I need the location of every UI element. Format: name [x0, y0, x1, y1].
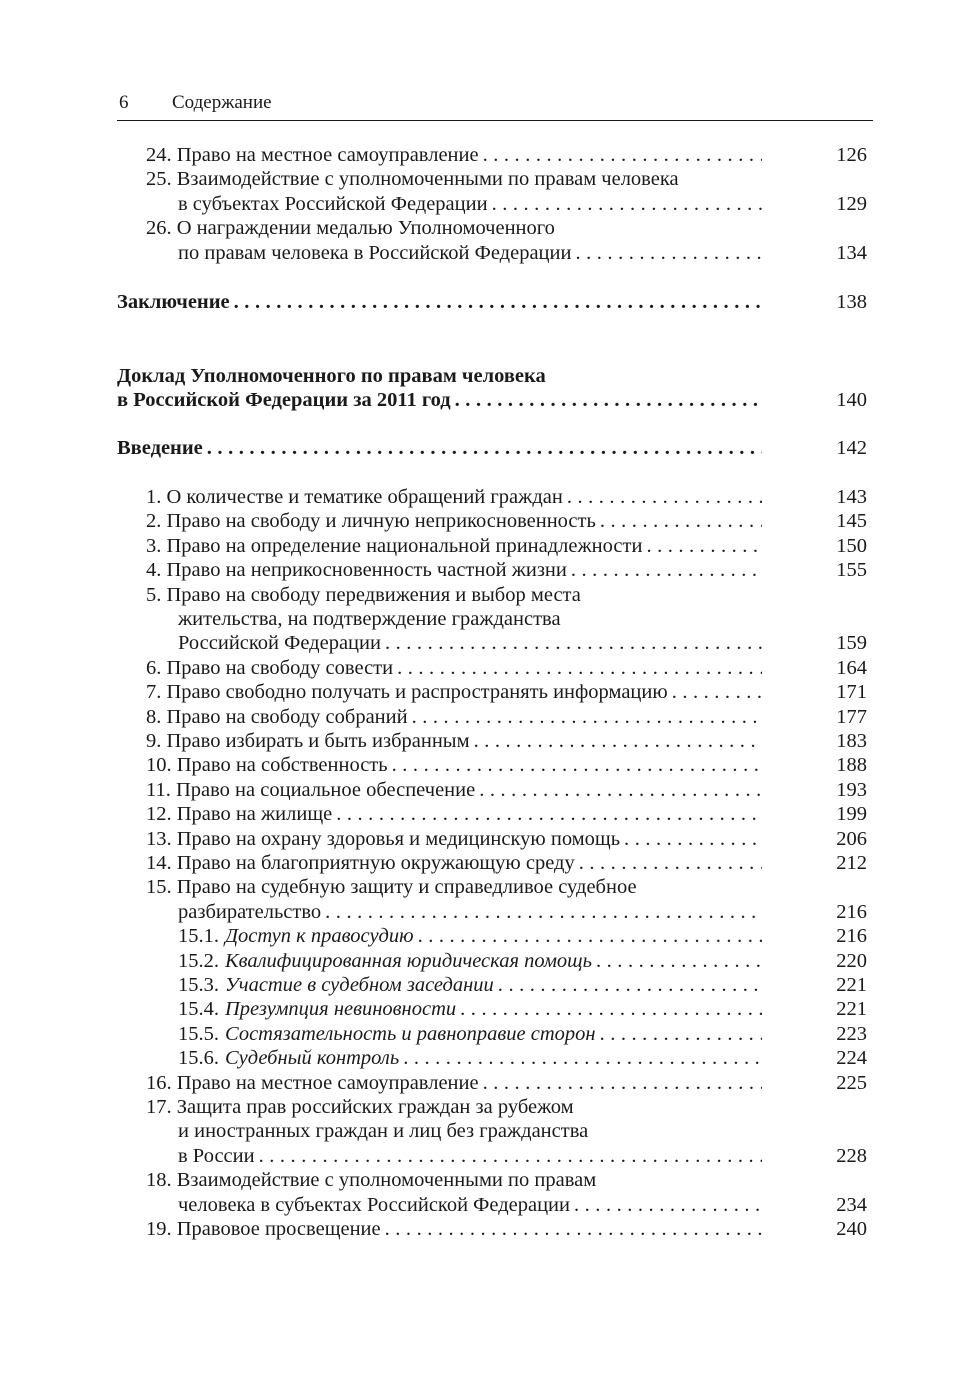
toc-page-number: 216	[836, 900, 867, 923]
subentry-title: Судебный контроль	[225, 1047, 400, 1070]
leader-dots	[474, 729, 762, 753]
toc-entry	[178, 1193, 762, 1217]
toc-page-number: 145	[836, 510, 867, 533]
toc-page-number: 183	[836, 730, 867, 752]
leader-dots	[579, 851, 762, 875]
toc-subentry	[178, 1046, 762, 1070]
leader-dots	[412, 705, 762, 729]
toc-entry	[146, 680, 762, 704]
leader-dots	[207, 436, 762, 460]
leader-dots	[575, 241, 762, 265]
toc-entry-text: по правам человека в Российской Федерации	[178, 241, 572, 264]
leader-dots	[596, 949, 762, 973]
leader-dots	[392, 753, 762, 777]
toc-page-number: 193	[836, 778, 867, 801]
leader-dots	[418, 924, 762, 948]
toc-entry-text: в субъектах Российской Федерации	[178, 192, 488, 215]
toc-page-number: 126	[836, 144, 867, 166]
toc-introduction	[117, 436, 762, 460]
leader-dots	[403, 1046, 762, 1070]
toc-entry-text: Российской Федерации	[178, 632, 381, 655]
toc-page-number: 164	[836, 656, 867, 679]
leader-dots	[600, 509, 762, 533]
leader-dots	[672, 680, 762, 704]
leader-dots	[571, 558, 762, 582]
toc-entry-text: разбирательство	[178, 900, 322, 923]
toc-entry-text: 1. О количестве и тематике обращений граждан	[146, 486, 563, 508]
toc-page-number: 177	[836, 705, 867, 728]
toc-entry-text: 10. Право на собственность	[146, 754, 388, 777]
toc-entry-text: человека в субъектах Российской Федерации	[178, 1193, 570, 1216]
subentry-number: 15.4.	[178, 998, 219, 1021]
toc-page-number: 221	[836, 998, 867, 1021]
toc-page-number: 129	[836, 192, 867, 215]
toc-entry-text: и иностранных граждан и лиц без гражданства	[178, 1120, 589, 1143]
toc-page-number: 134	[836, 241, 867, 264]
header-title: Содержание	[172, 92, 272, 113]
toc-entry	[178, 631, 762, 655]
header-page-number: 6	[119, 92, 129, 113]
toc-entry	[178, 900, 762, 924]
toc-conclusion	[117, 290, 762, 314]
toc-page-number: 142	[836, 437, 867, 459]
leader-dots	[385, 1217, 762, 1241]
leader-dots	[479, 778, 762, 802]
toc-entry	[146, 802, 762, 826]
toc-entry	[146, 827, 762, 851]
toc-entry	[146, 705, 762, 729]
leader-dots	[574, 1193, 762, 1217]
toc-entry	[146, 875, 762, 899]
toc-entry	[146, 558, 762, 582]
toc-entry-text: 18. Взаимодействие с уполномоченными по правам	[146, 1169, 597, 1192]
leader-dots	[492, 192, 762, 216]
toc-page-number: 234	[836, 1193, 867, 1216]
toc-entry	[146, 583, 762, 607]
toc-page-number: 150	[836, 534, 867, 557]
toc-page-number: 140	[836, 389, 867, 411]
toc-entry-text: 11. Право на социальное обеспечение	[146, 778, 476, 801]
toc-entry	[178, 241, 762, 265]
toc-entry	[146, 143, 762, 167]
toc-page-number: 199	[836, 803, 867, 826]
subentry-title: Презумпция невиновности	[225, 998, 457, 1021]
subentry-number: 15.1.	[178, 925, 219, 948]
subentry-title: Участие в судебном заседании	[225, 974, 494, 996]
leader-dots	[646, 534, 762, 558]
toc-entry	[178, 1144, 762, 1168]
toc-entry-text: 19. Правовое просвещение	[146, 1218, 381, 1240]
toc-subentry	[178, 924, 762, 948]
toc-entry-text: 14. Право на благоприятную окружающую среду	[146, 852, 575, 874]
toc-page-number: 223	[836, 1022, 867, 1045]
toc-page-number: 240	[836, 1218, 867, 1240]
leader-dots	[234, 290, 762, 314]
toc-page-number: 188	[836, 754, 867, 777]
toc-entry	[146, 753, 762, 777]
toc-entry-text: 25. Взаимодействие с уполномоченными по правам человека	[146, 168, 679, 191]
toc-entry	[146, 729, 762, 753]
toc-page-number: 224	[836, 1047, 867, 1070]
toc-entry	[178, 1119, 762, 1143]
toc-page-number: 143	[836, 486, 867, 508]
running-header	[117, 90, 873, 121]
toc-entry-text: в России	[178, 1144, 255, 1167]
toc-entry	[146, 851, 762, 875]
subentry-number: 15.2.	[178, 949, 219, 972]
toc-entry	[146, 216, 762, 240]
toc-entry-text: 7. Право свободно получать и распространять информацию	[146, 681, 668, 704]
leader-dots	[259, 1144, 762, 1168]
toc-page-number: 212	[836, 852, 867, 874]
toc-entry-text: 15. Право на судебную защиту и справедливое судебное	[146, 876, 637, 899]
toc-entry-text: 9. Право избирать и быть избранным	[146, 730, 470, 752]
leader-dots	[567, 485, 762, 509]
toc-report-title-text: в Российской Федерации за 2011 год	[117, 389, 451, 411]
leader-dots	[600, 1022, 762, 1046]
toc-page-number: 171	[836, 681, 867, 704]
toc-entry	[146, 1095, 762, 1119]
subentry-number: 15.3.	[178, 974, 219, 996]
toc-report-title	[117, 388, 762, 412]
toc-entry	[178, 607, 762, 631]
toc-entry	[146, 534, 762, 558]
toc-entry-text: 26. О награждении медалью Уполномоченного	[146, 217, 555, 240]
toc-entry-text: 6. Право на свободу совести	[146, 656, 394, 679]
toc-introduction-text: Введение	[117, 437, 203, 459]
toc-entry-text: 17. Защита прав российских граждан за рубежом	[146, 1096, 574, 1118]
toc-page-number: 206	[836, 827, 867, 850]
toc-entry	[146, 1217, 762, 1241]
toc-entry-text: 5. Право на свободу передвижения и выбор места	[146, 583, 581, 606]
toc-entry	[146, 167, 762, 191]
leader-dots	[336, 802, 762, 826]
toc-entry	[146, 485, 762, 509]
toc-subentry	[178, 973, 762, 997]
toc-entry	[146, 778, 762, 802]
toc-entry-text: 13. Право на охрану здоровья и медицинскую помощь	[146, 827, 621, 850]
toc-report-title	[117, 364, 762, 388]
toc-entry	[146, 1071, 762, 1095]
toc-entry-text: 2. Право на свободу и личную неприкосновенность	[146, 510, 596, 533]
subentry-title: Состязательность и равноправие сторон	[225, 1022, 596, 1045]
toc-entry	[146, 656, 762, 680]
subentry-title: Доступ к правосудию	[225, 925, 414, 948]
toc-entry-text: жительства, на подтверждение гражданства	[178, 608, 561, 630]
toc-page-number: 221	[836, 974, 867, 996]
leader-dots	[483, 143, 762, 167]
toc-entry-text: 12. Право на жилище	[146, 803, 333, 826]
subentry-number: 15.6.	[178, 1047, 219, 1070]
subentry-number: 15.5.	[178, 1022, 219, 1045]
leader-dots	[397, 656, 762, 680]
leader-dots	[455, 388, 762, 412]
toc-subentry	[178, 1022, 762, 1046]
toc-page-number: 155	[836, 559, 867, 582]
toc-entry	[146, 509, 762, 533]
toc-subentry	[178, 949, 762, 973]
toc-page-number: 138	[836, 291, 867, 313]
toc-subentry	[178, 997, 762, 1021]
toc-entry	[146, 1168, 762, 1192]
toc-entry-text: 3. Право на определение национальной принадлежности	[146, 534, 643, 557]
leader-dots	[460, 997, 762, 1021]
leader-dots	[483, 1071, 762, 1095]
leader-dots	[325, 900, 762, 924]
leader-dots	[498, 973, 762, 997]
leader-dots	[624, 827, 762, 851]
subentry-title: Квалифицированная юридическая помощь	[225, 949, 592, 972]
toc-entry-text: 8. Право на свободу собраний	[146, 705, 408, 728]
toc-entry-text: 4. Право на неприкосновенность частной жизни	[146, 559, 567, 582]
toc-page-number: 159	[836, 632, 867, 655]
toc-report-title-text: Доклад Уполномоченного по правам человека	[117, 365, 546, 387]
leader-dots	[385, 631, 762, 655]
toc-entry-text: 24. Право на местное самоуправление	[146, 144, 479, 166]
toc-conclusion-text: Заключение	[117, 291, 230, 313]
toc-page-number: 216	[836, 925, 867, 948]
toc-entry-text: 16. Право на местное самоуправление	[146, 1071, 479, 1094]
toc-page-number: 225	[836, 1071, 867, 1094]
toc-page-number: 220	[836, 949, 867, 972]
toc-entry	[178, 192, 762, 216]
toc-page-number: 228	[836, 1144, 867, 1167]
